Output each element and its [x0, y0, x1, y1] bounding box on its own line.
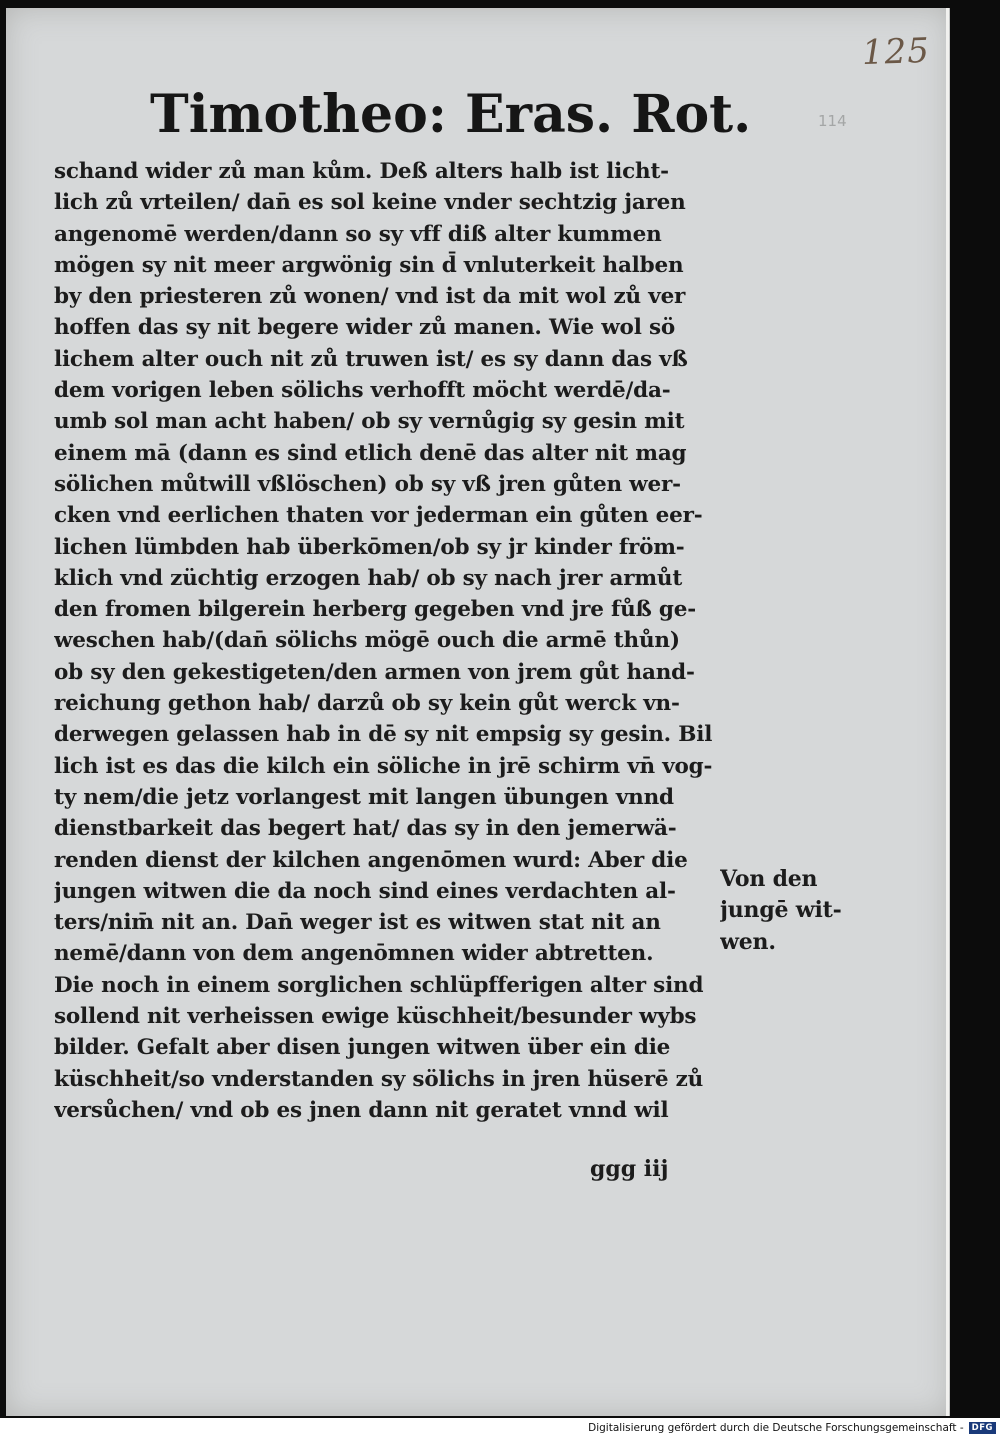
text-line: by den priesteren zů wonen/ vnd ist da mit wol zů ver	[54, 284, 686, 310]
text-line: küschheit/so vnderstanden sy sölichs in jren hüserē zů	[54, 1066, 704, 1092]
running-head: Timotheo: Eras. Rot.	[150, 84, 752, 145]
marginal-note-line: wen.	[720, 928, 776, 955]
footer-credit	[588, 1420, 996, 1436]
text-line: hoffen das sy nit begere wider zů manen. Wie wol sö	[54, 315, 675, 341]
marginal-note	[720, 864, 860, 958]
text-line: ty nem/die jetz vorlangest mit langen übungen vnnd	[54, 784, 674, 810]
text-line: lichem alter ouch nit zů truwen ist/ es sy dann das vß	[54, 346, 688, 372]
text-line: sollend nit verheissen ewige küschheit/besunder wybs	[54, 1004, 697, 1030]
text-line: angenomē werden/dann so sy vff diß alter kummen	[54, 221, 662, 247]
text-line: weschen hab/(dan̄ sölichs mögē ouch die armē thůn)	[54, 628, 680, 654]
dfg-logo-icon: DFG	[969, 1422, 996, 1434]
text-line: umb sol man acht haben/ ob sy vernůgig sy gesin mit	[54, 409, 685, 435]
text-line: klich vnd züchtig erzogen hab/ ob sy nach jrer armůt	[54, 565, 683, 591]
footer-credit-text: Digitalisierung gefördert durch die Deutsche Forschungsgemeinschaft -	[588, 1422, 964, 1434]
text-line: lich ist es das die kilch ein söliche in jrē schirm vn̄ vog-	[54, 753, 713, 779]
text-line: schand wider zů man kům. Deß alters halb ist licht-	[54, 159, 669, 184]
text-line: dienstbarkeit das begert hat/ das sy in den jemerwä-	[54, 816, 677, 842]
text-line: dem vorigen leben sölichs verhofft möcht werdē/da-	[54, 378, 671, 404]
text-line: derwegen gelassen hab in dē sy nit empsig sy gesin. Bil	[54, 722, 713, 748]
body-text	[54, 156, 714, 1126]
page-edge	[946, 8, 949, 1416]
text-line: renden dienst der kilchen angenōmen wurd: Aber die	[54, 847, 688, 873]
text-line: ters/nim̄ nit an. Dan̄ weger ist es witwen stat nit an	[54, 910, 661, 936]
signature-mark: ggg iij	[590, 1156, 669, 1182]
text-line: versůchen/ vnd ob es jnen dann nit geratet vnnd wil	[54, 1097, 669, 1123]
text-line: Die noch in einem sorglichen schlüpfferigen alter sind	[54, 972, 704, 998]
text-line: nemē/dann von dem angenōmnen wider abtretten.	[54, 941, 654, 967]
text-line: ob sy den gekestigeten/den armen von jrem gůt hand-	[54, 659, 695, 685]
marginal-note-line: Von den	[720, 866, 818, 892]
text-line: jungen witwen die da noch sind eines verdachten al-	[54, 878, 676, 904]
text-line: bilder. Gefalt aber disen jungen witwen über ein die	[54, 1035, 671, 1061]
text-line: lich zů vrteilen/ dan̄ es sol keine vnder sechtzig jaren	[54, 190, 686, 216]
marginal-note-line: jungē wit-	[720, 897, 842, 924]
text-line: reichung gethon hab/ darzů ob sy kein gůt werck vn-	[54, 691, 680, 717]
text-line: einem mā (dann es sind etlich denē das alter nit mag	[54, 440, 687, 466]
text-line: lichen lümbden hab überkōmen/ob sy jr kinder fröm-	[54, 534, 685, 560]
text-line: cken vnd eerlichen thaten vor jederman ein gůten eer-	[54, 503, 703, 529]
text-line: sölichen můtwill vßlöschen) ob sy vß jren gůten wer-	[54, 471, 681, 497]
pencil-mark: 114	[818, 112, 847, 130]
text-line: den fromen bilgerein herberg gegeben vnd jre fůß ge-	[54, 597, 696, 623]
text-line: mögen sy nit meer argwönig sin d̄ vnluterkeit halben	[54, 252, 684, 278]
folio-number: 125	[861, 30, 931, 74]
